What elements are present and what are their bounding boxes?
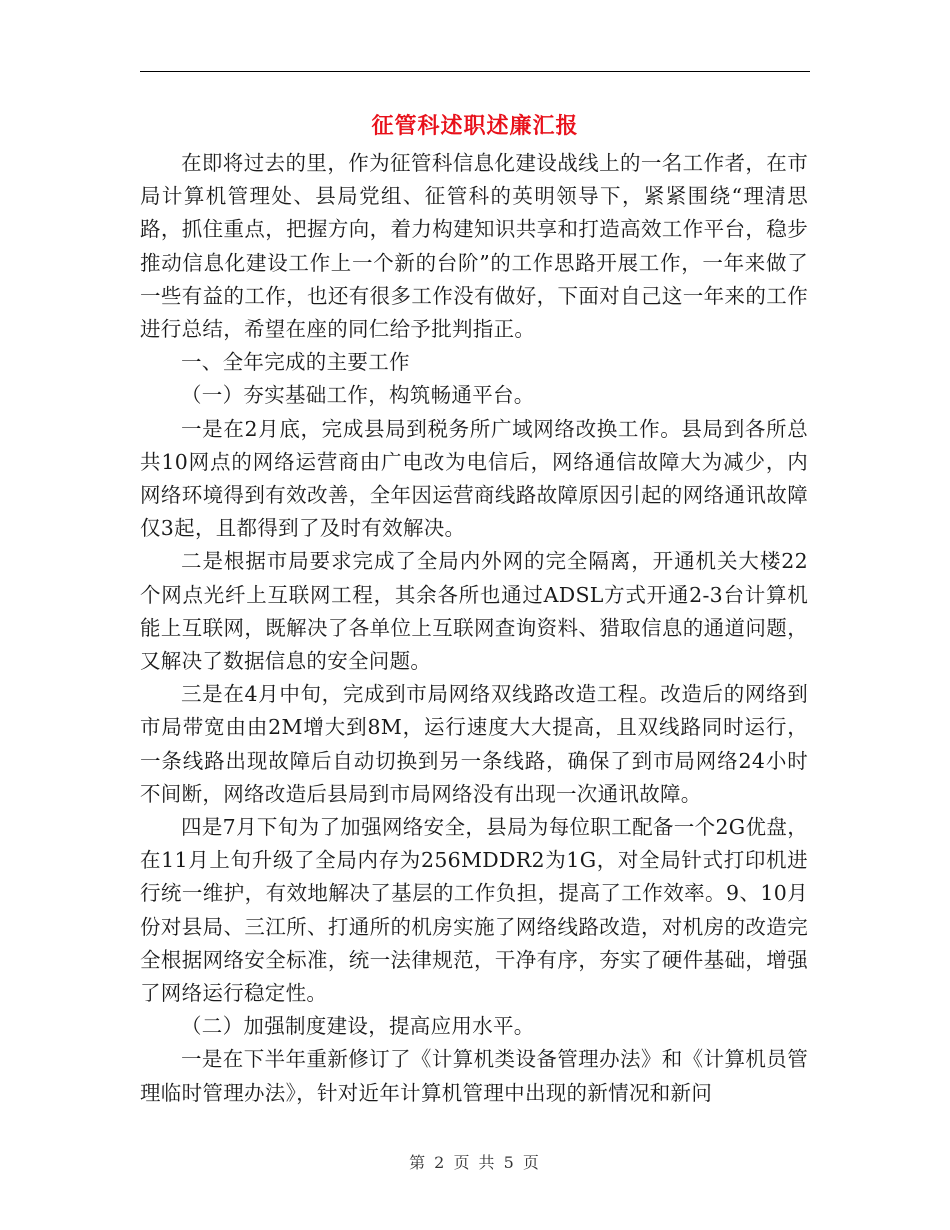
page-footer: 第 2 页 共 5 页 (409, 1153, 541, 1172)
document-title: 征管科述职述廉汇报 (371, 113, 579, 139)
paragraph-item-1: 一是在2月底，完成县局到税务所广域网络改换工作。县局到各所总共10网点的网络运营商由广电改为电信后，网络通信故障大为减少，内网络环境得到有效改善，全年因运营商线路故障原因引起的网络通讯故障仅3起，且都得到了及时有效解决。 (140, 416, 808, 541)
section-heading-main-work: 一、全年完成的主要工作 (181, 350, 410, 375)
paragraph-intro: 在即将过去的里，作为征管科信息化建设战线上的一名工作者，在市局计算机管理处、县局党组、征管科的英明领导下，紧紧围绕“理清思路，抓住重点，把握方向，着力构建知识共享和打造高效工作平台，稳步推动信息化建设工作上一个新的台阶”的工作思路开展工作，一年来做了一些有益的工作，也还有很多工作没有做好，下面对自己这一年来的工作进行总结，希望在座的同仁给予批判指正。 (140, 151, 808, 342)
paragraph-system-item-1: 一是在下半年重新修订了《计算机类设备管理办法》和《计算机员管理临时管理办法》，针对近年计算机管理中出现的新情况和新问 (140, 1047, 808, 1105)
subsection-heading-system: （二）加强制度建设，提高应用水平。 (181, 1014, 535, 1039)
header-rule (140, 71, 810, 72)
paragraph-item-2: 二是根据市局要求完成了全局内外网的完全隔离，开通机关大楼22个网点光纤上互联网工程，其余各所也通过ADSL方式开通2-3台计算机能上互联网，既解决了各单位上互联网查询资料、猎取信息的通道问题，又解决了数据信息的安全问题。 (140, 549, 808, 674)
document-body (140, 147, 808, 1110)
paragraph-item-3: 三是在4月中旬，完成到市局网络双线路改造工程。改造后的网络到市局带宽由由2M增大到8M，运行速度大大提高，且双线路同时运行，一条线路出现故障后自动切换到另一条线路，确保了到市局网络24小时不间断，网络改造后县局到市局网络没有出现一次通讯故障。 (140, 682, 808, 806)
subsection-heading-foundation: （一）夯实基础工作，构筑畅通平台。 (181, 383, 535, 408)
paragraph-item-4: 四是7月下旬为了加强网络安全，县局为每位职工配备一个2G优盘，在11月上旬升级了全局内存为256MDDR2为1G，对全局针式打印机进行统一维护，有效地解决了基层的工作负担，提高了工作效率。9、10月份对县局、三江所、打通所的机房实施了网络线路改造，对机房的改造完全根据网络安全标准，统一法律规范，干净有序，夯实了硬件基础，增强了网络运行稳定性。 (140, 815, 808, 1006)
